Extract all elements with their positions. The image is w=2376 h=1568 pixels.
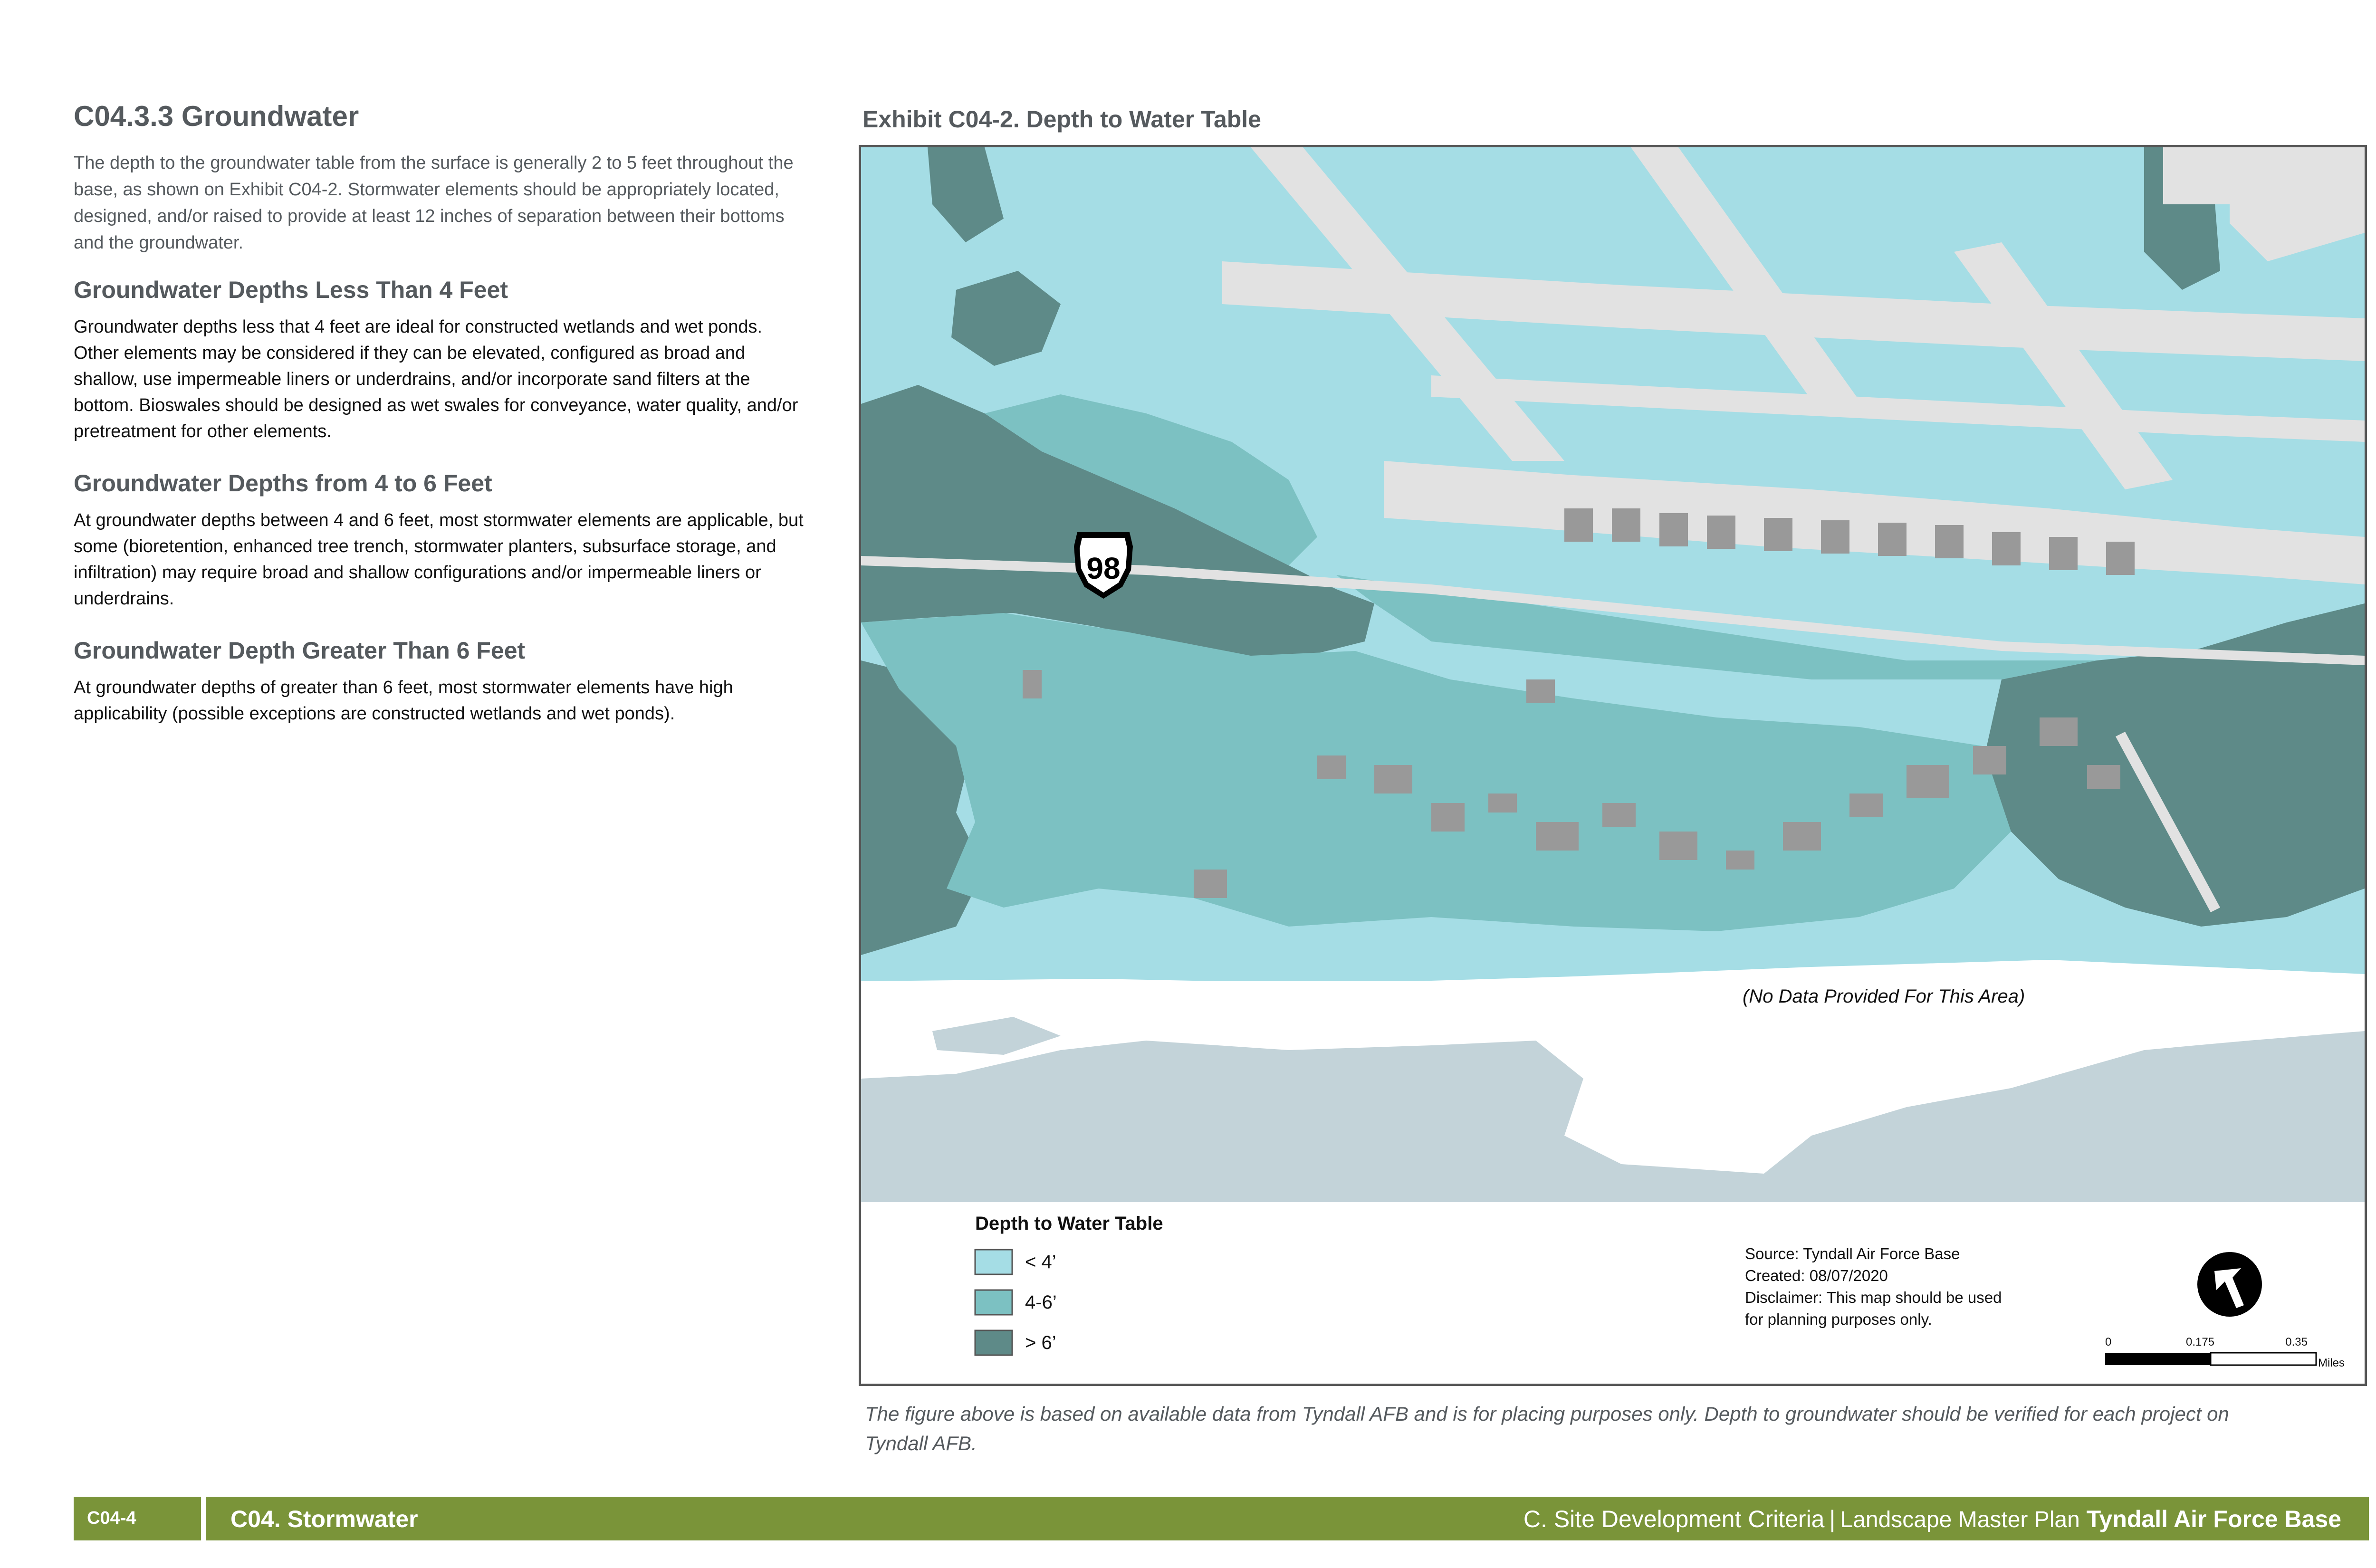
legend-swatch-4to6 <box>975 1290 1012 1315</box>
legend-title: Depth to Water Table <box>975 1213 1163 1234</box>
source-line-1: Source: Tyndall Air Force Base <box>1745 1245 1960 1262</box>
chapter-title: C04. Stormwater <box>230 1506 418 1532</box>
north-arrow-icon <box>2197 1252 2262 1317</box>
page-number: C04-4 <box>87 1508 136 1528</box>
scale-tick-0: 0 <box>2105 1336 2112 1348</box>
source-line-2: Created: 08/07/2020 <box>1745 1267 1888 1284</box>
footer-document-title <box>1523 1505 2341 1533</box>
legend-swatch-lt4 <box>975 1250 1012 1274</box>
subheading-less-than-4: Groundwater Depths Less Than 4 Feet <box>74 277 508 303</box>
legend-label-gt6: > 6’ <box>1025 1332 1056 1353</box>
intro-paragraph: The depth to the groundwater table from the surface is generally 2 to 5 feet throughout the base, as shown on Exhibit C04-2. Stormwater elements should be appropriately located, designed, and/or raised to provide at least 12 inches of separation between their bottoms and the groundwater. <box>74 153 794 253</box>
no-data-label: (No Data Provided For This Area) <box>1743 986 2025 1007</box>
scale-bar-empty <box>2211 1353 2316 1365</box>
scale-tick-2: 0.35 <box>2285 1336 2308 1348</box>
footer-plan: Landscape Master Plan <box>1840 1507 2080 1532</box>
exhibit-caption: The figure above is based on available data from Tyndall AFB and is for placing purposes only. Depth to groundwater should be verified for each project on Tyndall AFB. <box>865 1403 2229 1454</box>
route-number: 98 <box>1086 551 1121 585</box>
section-heading: C04.3.3 Groundwater <box>74 100 359 132</box>
footer-separator: | <box>1829 1506 1836 1532</box>
exhibit-title: Exhibit C04-2. Depth to Water Table <box>862 106 1261 133</box>
footer-base: Tyndall Air Force Base <box>2086 1506 2341 1532</box>
footer-divider <box>201 1497 206 1540</box>
legend-label-lt4: < 4’ <box>1025 1252 1056 1272</box>
legend-label-4to6: 4-6’ <box>1025 1292 1057 1313</box>
footer-section: C. Site Development Criteria <box>1523 1506 1825 1532</box>
subheading-greater-than-6: Groundwater Depth Greater Than 6 Feet <box>74 637 526 664</box>
legend-swatch-gt6 <box>975 1330 1012 1355</box>
depth-map <box>861 147 2365 1384</box>
scale-bar-filled <box>2105 1353 2211 1365</box>
paragraph-greater-than-6: At groundwater depths of greater than 6 feet, most stormwater elements have high applicability (possible exceptions are constructed wetlands and wet ponds). <box>74 678 733 724</box>
source-line-3: Disclaimer: This map should be used <box>1745 1289 2002 1306</box>
text-column <box>74 100 805 752</box>
source-line-4: for planning purposes only. <box>1745 1310 1932 1328</box>
paragraph-4-to-6: At groundwater depths between 4 and 6 feet, most stormwater elements are applicable, but some (bioretention, enhanced tree trench, stormwater planters, subsurface storage, and infiltration) may require broad and shallow configurations and/or impermeable liners or underdrains. <box>74 510 804 609</box>
map-frame <box>859 145 2367 1386</box>
subheading-4-to-6: Groundwater Depths from 4 to 6 Feet <box>74 470 492 497</box>
footer-bar <box>74 1497 2369 1540</box>
scale-unit: Miles <box>2318 1357 2345 1369</box>
paragraph-less-than-4: Groundwater depths less that 4 feet are ideal for constructed wetlands and wet ponds. Other elements may be considered if they can be elevated, configured as broad and shallow, use impermeable liners or underdrains, and/or incorporate sand filters at the bottom. Bioswales should be designed as wet swales for conveyance, water quality, and/or pretreatment for other elements. <box>74 317 798 441</box>
scale-tick-1: 0.175 <box>2185 1336 2215 1348</box>
